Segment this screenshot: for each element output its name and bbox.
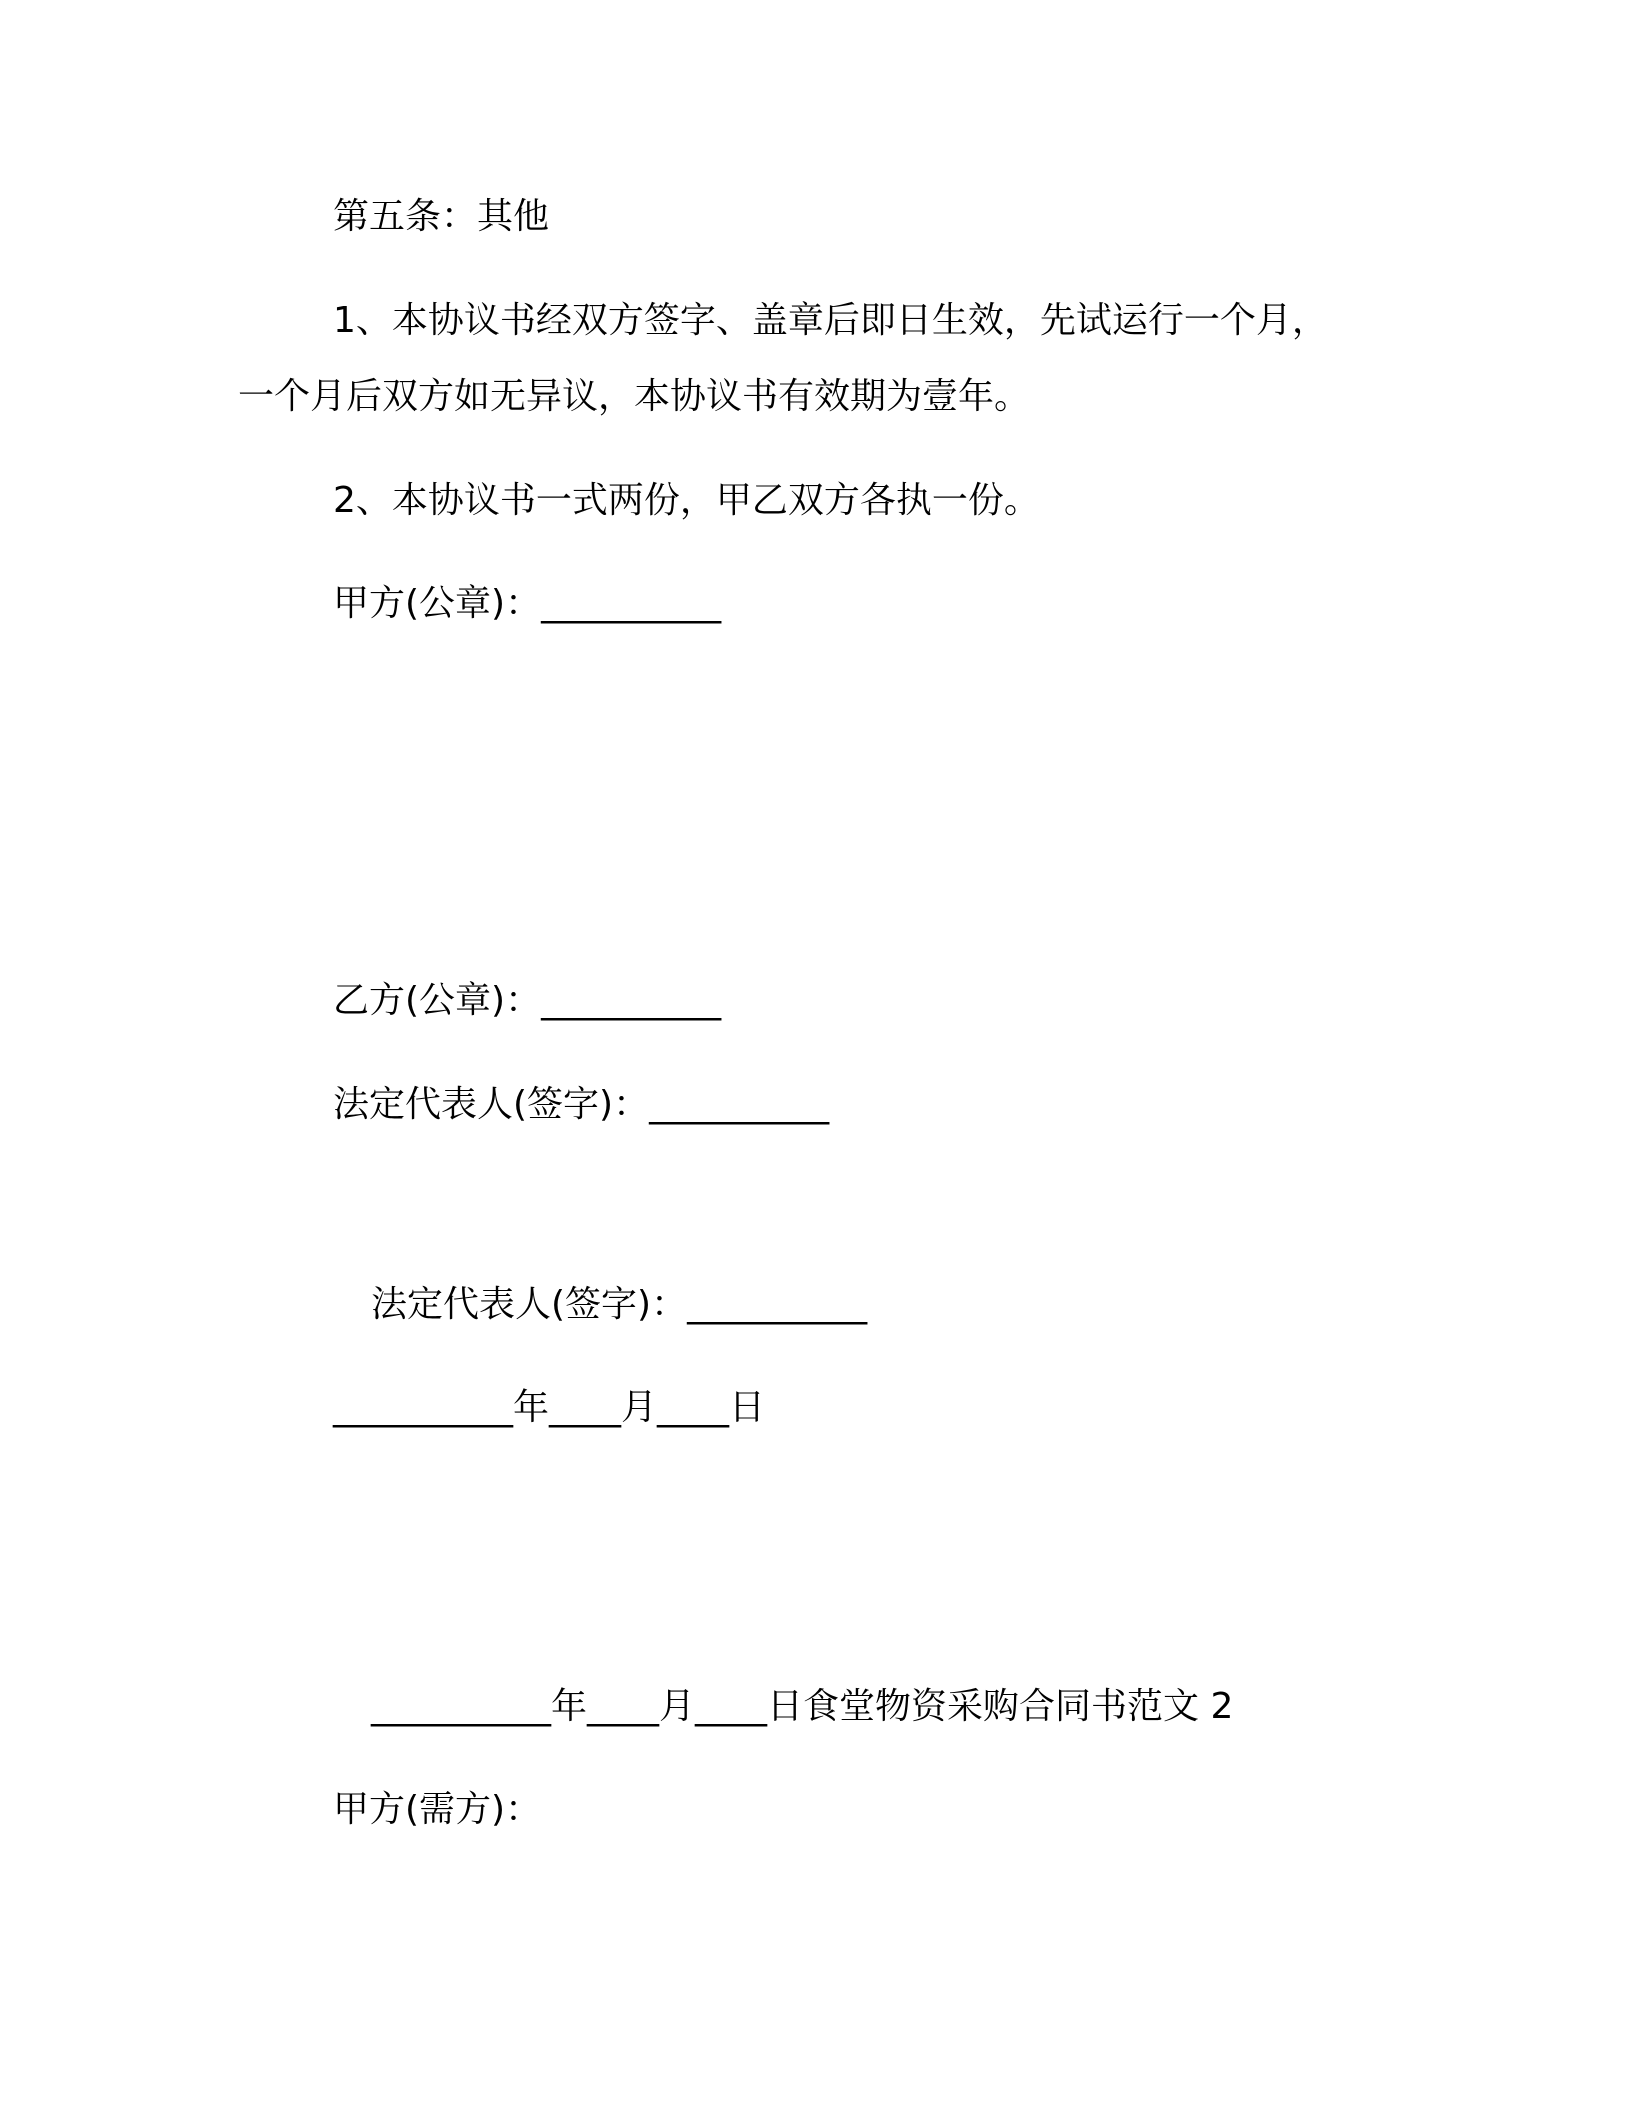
legal-representative-signature-2: 法定代表人(签字)：__________ (371, 1284, 868, 1325)
legal-representative-signature-1: 法定代表人(签字)：__________ (333, 1084, 830, 1125)
date-and-title-line: __________年____月____日食堂物资采购合同书范文 2 (371, 1686, 1234, 1727)
clause-2: 2、本协议书一式两份，甲乙双方各执一份。 (333, 480, 1040, 521)
clause-1-line-1: 1、本协议书经双方签字、盖章后即日生效，先试运行一个月， (333, 300, 1328, 341)
party-a-seal: 甲方(公章)：__________ (333, 583, 722, 624)
section-heading: 第五条：其他 (333, 196, 550, 237)
date-line: __________年____月____日 (333, 1387, 765, 1428)
party-a-demand: 甲方(需方)： (333, 1789, 542, 1830)
clause-1-line-2: 一个月后双方如无异议，本协议书有效期为壹年。 (238, 376, 1031, 417)
party-b-seal: 乙方(公章)：__________ (333, 980, 722, 1021)
